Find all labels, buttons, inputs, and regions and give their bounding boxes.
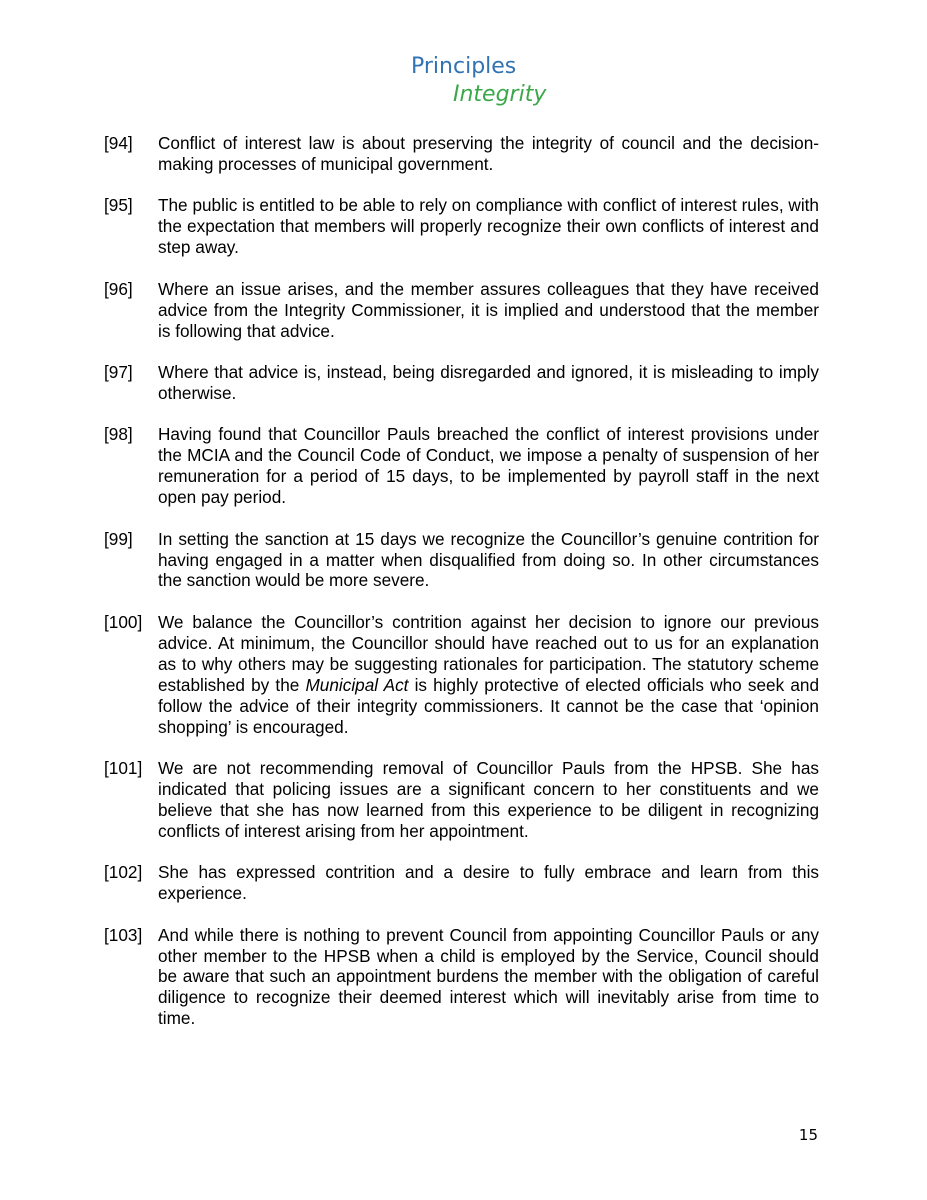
paragraph-text-part: is highly protective of elected officials who seek and follow the advice of their integrity commissioners. It cannot be the case that ‘opinion shopping’ is encouraged.: [158, 674, 819, 737]
paragraph-number: [99]: [104, 528, 133, 549]
paragraph-102: [104, 862, 819, 904]
paragraph-list: [104, 133, 819, 1050]
paragraph-text: Where an issue arises, and the member assures colleagues that they have received advice from the Integrity Commissioner, it is implied and understood that the member is following that advice.: [158, 278, 819, 341]
header-title-principles: Principles: [411, 54, 517, 79]
paragraph-94: [104, 133, 819, 175]
page-header: [0, 52, 927, 116]
paragraph-text: Conflict of interest law is about preserving the integrity of council and the decision-making processes of municipal government.: [158, 133, 819, 174]
paragraph-103: [104, 925, 819, 1030]
paragraph-text-part: We balance the Councillor’s contrition against her decision to ignore our previous advice. At minimum, the Councillor should have reached out to us for an explanation as to why others may be suggesting rationales for participation. The statutory scheme established by the: [158, 611, 819, 695]
paragraph-text: Having found that Councillor Pauls breached the conflict of interest provisions under the MCIA and the Council Code of Conduct, we impose a penalty of suspension of her remuneration for a period of 15 days, to be implemented by payroll staff in the next open pay period.: [158, 424, 819, 508]
paragraph-number: [94]: [104, 133, 133, 153]
paragraph-number: [102]: [104, 862, 143, 883]
paragraph-text: We are not recommending removal of Councillor Pauls from the HPSB. She has indicated that policing issues are a significant concern to her constituents and we believe that she has now learned from this experience to be diligent in recognizing conflicts of interest arising from her appointment.: [158, 758, 819, 841]
header-subtitle-integrity: Integrity: [453, 82, 547, 107]
page-number: 15: [798, 1126, 818, 1144]
paragraph-text: Where that advice is, instead, being disregarded and ignored, it is misleading to imply otherwise.: [158, 362, 819, 403]
paragraph-number: [100]: [104, 611, 143, 632]
paragraph-text: She has expressed contrition and a desire to fully embrace and learn from this experience.: [158, 862, 819, 904]
paragraph-96: [104, 279, 819, 342]
paragraph-101: [104, 758, 819, 842]
paragraph-number: [98]: [104, 424, 133, 445]
paragraph-99: [104, 529, 819, 592]
paragraph-number: [97]: [104, 362, 133, 383]
paragraph-text: The public is entitled to be able to rely on compliance with conflict of interest rules, with the expectation that members will properly recognize their own conflicts of interest and step away.: [158, 195, 819, 258]
paragraph-number: [101]: [104, 758, 143, 778]
paragraph-number: [95]: [104, 195, 133, 216]
paragraph-text: In setting the sanction at 15 days we recognize the Councillor’s genuine contrition for having engaged in a matter when disqualified from doing so. In other circumstances the sanction would be more severe.: [158, 528, 819, 591]
paragraph-text: And while there is nothing to prevent Council from appointing Councillor Pauls or any other member to the HPSB when a child is employed by the Service, Council should be aware that such an appointment burdens the member with the obligation of careful diligence to recognize their deemed interest which will inevitably arise from time to time.: [158, 924, 819, 1029]
paragraph-number: [103]: [104, 924, 143, 945]
paragraph-97: [104, 362, 819, 404]
paragraph-100: [104, 612, 819, 737]
paragraph-95: [104, 195, 819, 258]
statute-title-italic: Municipal Act: [305, 674, 409, 695]
paragraph-98: [104, 424, 819, 508]
paragraph-number: [96]: [104, 278, 133, 299]
paragraph-text: [158, 612, 819, 737]
